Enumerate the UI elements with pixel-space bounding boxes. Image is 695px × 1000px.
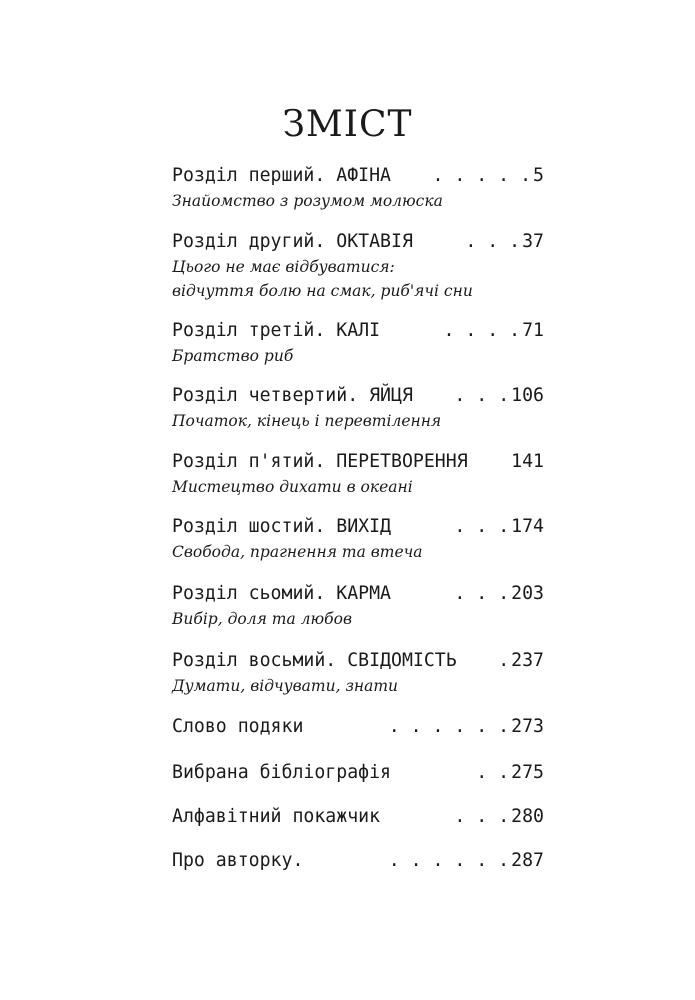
toc-entry[interactable] <box>172 583 544 631</box>
toc-leader-dots: . . . <box>454 806 510 827</box>
toc-entry-title: Розділ другий. ОКТАВІЯ <box>172 231 413 252</box>
toc-page-number: 71 <box>522 320 544 341</box>
toc-page-number: 287 <box>511 850 544 871</box>
page-title: ЗМІСТ <box>282 104 413 145</box>
toc-entry-title: Розділ сьомий. КАРМА <box>172 583 391 604</box>
toc-entry[interactable] <box>172 806 544 830</box>
toc-entry-subtitle: Думати, відчувати, знати <box>172 677 399 695</box>
toc-entry[interactable] <box>172 231 544 303</box>
toc-page-number: 237 <box>511 650 544 671</box>
toc-leader-dots: . <box>498 650 510 671</box>
toc-entry-subtitle: Вибір, доля та любов <box>172 610 352 628</box>
toc-leader-dots: . . . <box>454 516 510 537</box>
toc-entry-subtitle: Мистецтво дихати в океані <box>172 478 413 496</box>
toc-entry-title: Розділ перший. АФІНА <box>172 165 391 186</box>
toc-page-number: 141 <box>511 451 544 472</box>
toc-leader-dots: . . . <box>454 385 510 406</box>
toc-entry-subtitle: Братство риб <box>172 347 294 365</box>
toc-entry[interactable] <box>172 516 544 564</box>
toc-entry[interactable] <box>172 716 544 740</box>
toc-entry-subtitle: відчуття болю на смак, риб'ячі сни <box>172 282 473 300</box>
toc-page-number: 275 <box>511 762 544 783</box>
toc-leader-dots: . . <box>476 762 510 783</box>
toc-entry[interactable] <box>172 850 544 874</box>
toc-page-number: 280 <box>511 806 544 827</box>
toc-entry-subtitle: Початок, кінець і перевтілення <box>172 412 442 430</box>
toc-entry-subtitle: Цього не має відбуватися: <box>172 258 395 276</box>
toc-page-number: 5 <box>533 165 544 186</box>
toc-entry-title: Розділ шостий. ВИХІД <box>172 516 391 537</box>
toc-page-number: 106 <box>511 385 544 406</box>
toc-entry[interactable] <box>172 762 544 786</box>
toc-page-number: 174 <box>511 516 544 537</box>
toc-page-number: 37 <box>522 231 544 252</box>
toc-entry-title: Алфавітний покажчик <box>172 806 381 827</box>
toc-entry[interactable] <box>172 385 544 433</box>
toc-entry-title: Слово подяки <box>172 716 304 737</box>
toc-entry[interactable] <box>172 165 544 213</box>
toc-page-number: 273 <box>511 716 544 737</box>
toc-entry-title: Розділ третій. КАЛІ <box>172 320 381 341</box>
toc-leader-dots: . . . . . <box>432 165 532 186</box>
toc-entry-title: Вибрана бібліографія <box>172 762 391 783</box>
toc-entry[interactable] <box>172 451 544 499</box>
toc-entry[interactable] <box>172 650 544 698</box>
toc-entry-subtitle: Знайомство з розумом молюска <box>172 192 443 210</box>
toc-entry-subtitle: Свобода, прагнення та втеча <box>172 543 423 561</box>
toc-leader-dots: . . . . . . <box>388 850 510 871</box>
toc-entry-title: Розділ восьмий. СВІДОМІСТЬ <box>172 650 457 671</box>
toc-leader-dots: . . . . . . <box>388 716 510 737</box>
toc-leader-dots: . . . <box>465 231 521 252</box>
toc-entry-title: Розділ п'ятий. ПЕРЕТВОРЕННЯ <box>172 451 468 472</box>
toc-leader-dots: . . . . <box>443 320 521 341</box>
toc-leader-dots: . . . <box>454 583 510 604</box>
toc-entry[interactable] <box>172 320 544 368</box>
toc-page-number: 203 <box>511 583 544 604</box>
toc-entry-title: Розділ четвертий. ЯЙЦЯ <box>172 385 413 406</box>
toc-entry-title: Про авторку. <box>172 850 304 871</box>
